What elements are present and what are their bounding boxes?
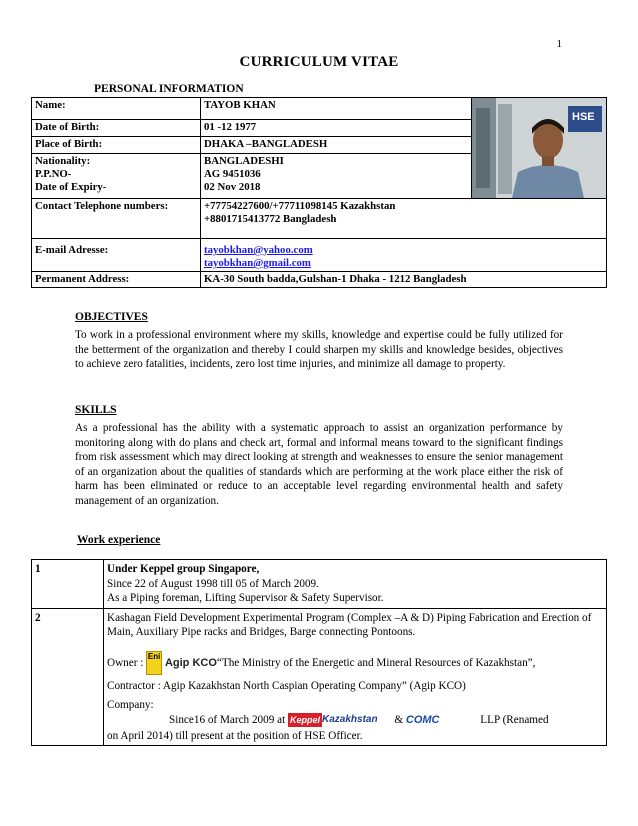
phone-values-cell — [201, 199, 607, 239]
photo-cell — [472, 98, 607, 199]
work-experience-table — [31, 559, 607, 746]
work-row-1-number: 1 — [32, 560, 104, 609]
personal-info-table — [31, 97, 607, 288]
skills-text: As a professional has the ability with a systematic approach to assist an organization performance by monitoring along with do plans and check art, formal and informal means toward to the significant findings from risk assessment which may direct looking at strength and weaknesses to ensure the senior management of an organization about the qualities of standards which are performing at the work place either the risk of harm has been eliminated or reduce to an acceptable level regarding environmental health and safety management of an organization. — [75, 422, 563, 507]
work-row-2-owner — [107, 650, 603, 676]
amp-text: & — [394, 713, 404, 726]
address-value: KA-30 South badda,Gulshan-1 Dhaka - 1212 Bangladesh — [201, 272, 607, 288]
work-row-1-title: Under Keppel group Singapore, — [107, 563, 260, 575]
dob-value: 01 -12 1977 — [201, 120, 472, 137]
company-label: Company: — [107, 699, 154, 711]
photo-hse-sign: HSE — [572, 111, 595, 123]
address-label: Permanent Address: — [32, 272, 201, 288]
expiry-label: Date of Expiry- — [35, 181, 107, 194]
owner-prefix: Owner : — [107, 656, 144, 669]
work-row-2-last-line: on April 2014) till present at the position of HSE Officer. — [107, 729, 363, 742]
objectives-text: To work in a professional environment where my skills, knowledge and expertise could be fully utilized for the betterment of the organization and thereby I could sharpen my skills and knowledge besides, objectives to achieve zero fatalities, incidents, zero lost time injuries, and minimize all damage to property. — [75, 329, 563, 371]
email-link-yahoo[interactable]: tayobkhan@yahoo.com — [204, 244, 313, 256]
nationality-value: BANGLADESHI — [204, 155, 284, 168]
email-label: E-mail Adresse: — [32, 239, 201, 272]
work-row-1-content — [104, 560, 607, 609]
since-text: Since16 of March 2009 at — [169, 713, 286, 726]
phone-line-2: +8801715413772 Bangladesh — [204, 213, 337, 225]
eni-logo-text: Eni — [147, 651, 161, 661]
email-link-gmail[interactable]: tayobkhan@gmail.com — [204, 257, 311, 269]
keppel-logo-text: Keppel — [288, 713, 322, 728]
work-row-2-number: 2 — [32, 608, 104, 746]
pob-label: Place of Birth: — [32, 137, 201, 154]
nationality-cell — [32, 154, 201, 199]
agip-kco-logo: Agip KCO — [164, 656, 217, 669]
expiry-value: 02 Nov 2018 — [204, 181, 261, 194]
llp-text: LLP (Renamed — [480, 713, 549, 726]
ppno-label: P.P.NO- — [35, 168, 72, 181]
nationality-label: Nationality: — [35, 155, 91, 168]
ppno-value: AG 9451036 — [204, 168, 261, 181]
kazakhstan-logo-text: Kazakhstan — [322, 713, 378, 725]
personal-info-heading: PERSONAL INFORMATION — [94, 83, 244, 95]
name-label: Name: — [32, 98, 201, 120]
work-row-2-contractor: Contractor : Agip Kazakhstan North Caspian Operating Company” (Agip KCO) — [107, 679, 466, 692]
objectives-heading: OBJECTIVES — [75, 311, 148, 323]
work-heading: Work experience — [77, 534, 161, 546]
phone-label: Contact Telephone numbers: — [32, 199, 201, 239]
page-title: CURRICULUM VITAE — [239, 54, 399, 70]
work-row-2-project: Kashagan Field Development Experimental Program (Complex –A & D) Piping Fabrication and Erection of Main, Auxiliary Pipe racks and Bridges, Barge connecting Pontoons. — [107, 611, 592, 638]
work-row-2-company-line — [107, 713, 603, 729]
email-values-cell — [201, 239, 607, 272]
comc-logo-text: COMC — [405, 713, 440, 726]
skills-heading: SKILLS — [75, 404, 117, 416]
nationality-values-cell — [201, 154, 472, 199]
work-row-1-position: As a Piping foreman, Lifting Supervisor & Safety Supervisor. — [107, 592, 384, 604]
eni-logo — [146, 651, 162, 675]
phone-line-1: +77754227600/+77711098145 Kazakhstan — [204, 200, 396, 212]
profile-photo — [472, 98, 606, 198]
name-value: TAYOB KHAN — [201, 98, 472, 120]
work-row-1-dates: Since 22 of August 1998 till 05 of March 2009. — [107, 577, 319, 590]
page-number: 1 — [556, 38, 562, 50]
pob-value: DHAKA –BANGLADESH — [201, 137, 472, 154]
dob-label: Date of Birth: — [32, 120, 201, 137]
work-row-2-content — [104, 608, 607, 746]
owner-text: “The Ministry of the Energetic and Mineral Resources of Kazakhstan”, — [216, 656, 536, 669]
